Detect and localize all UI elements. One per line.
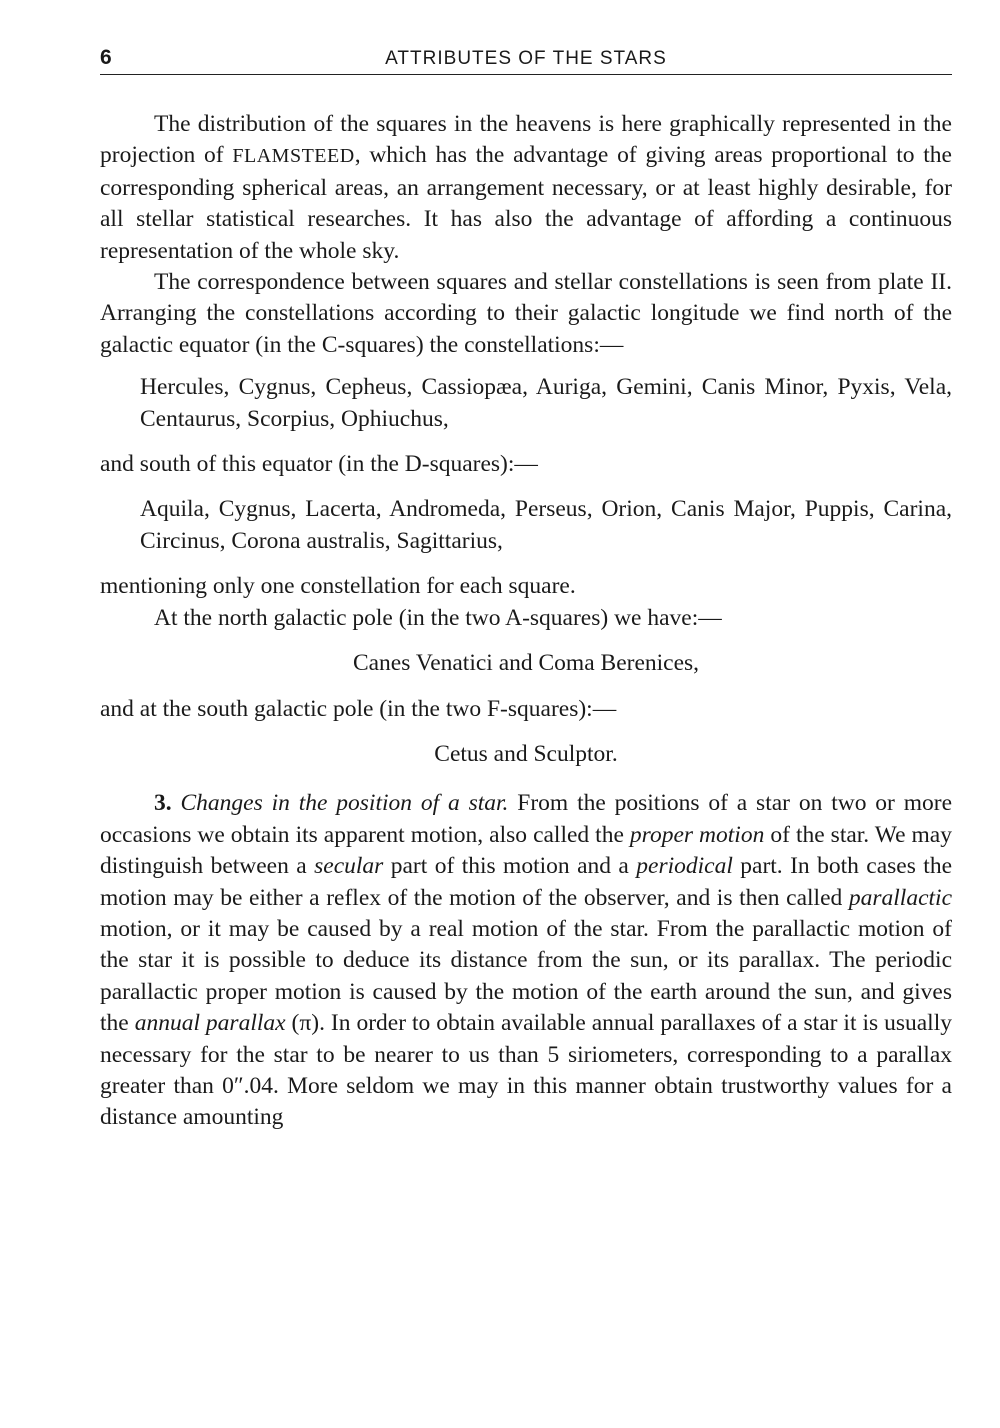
- constellation-list-south: Aquila, Cygnus, Lacerta, Andromeda, Perseus, Orion, Canis Major, Puppis, Carina, Circinus, Corona australis, Sagittarius,: [140, 496, 952, 554]
- mention-line: mentioning only one constellation for each square.: [100, 573, 576, 600]
- section-changes-position: [100, 788, 952, 1133]
- section-text: From the positions of a star on two or more occasions we obtain its apparent motion, also called the: [100, 790, 953, 848]
- running-title: ATTRIBUTES OF THE STARS: [385, 48, 667, 69]
- body-text: [100, 109, 952, 1134]
- term-periodical: periodical: [636, 853, 733, 880]
- page-header: [100, 46, 952, 75]
- constellation-list-north: Hercules, Cygnus, Cepheus, Cassiopæa, Auriga, Gemini, Canis Minor, Pyxis, Vela, Centaurus, Scorpius, Ophiuchus,: [140, 374, 952, 432]
- north-pole-list: Canes Venatici and Coma Berenices,: [352, 650, 700, 677]
- south-pole-list: Cetus and Sculptor.: [434, 740, 618, 767]
- north-pole-intro: At the north galactic pole (in the two A-squares) we have:—: [154, 604, 722, 631]
- section-text: of the star. We may distinguish between a: [100, 821, 952, 880]
- term-proper-motion: proper motion: [629, 821, 765, 848]
- paragraph-text: , which has the advantage of giving areas proportional to the corresponding spherical areas, an arrangement necessary, or at least highly desirable, for all stellar statistical researches. It has also the advantage of affording a continuous representation of the whole sky.: [100, 142, 952, 264]
- term-annual-parallax: annual parallax: [134, 1010, 286, 1037]
- south-pole-intro: and at the south galactic pole (in the two F-squares):—: [100, 695, 617, 722]
- section-number: 3.: [154, 790, 172, 817]
- paragraph-correspondence: The correspondence between squares and stellar constellations is seen from plate II. Arranging the constellations according to their galactic longitude we find north of the galactic equator (in the C-squares) the constellations:—: [100, 269, 952, 358]
- page-number: 6: [100, 46, 112, 69]
- author-name: FLAMSTEED: [232, 145, 355, 168]
- paragraph-text: The distribution of the squares in the heavens is here graphically represented in the projection of: [100, 111, 952, 169]
- south-intro: and south of this equator (in the D-squares):—: [100, 451, 538, 478]
- term-parallactic: parallactic: [848, 884, 952, 911]
- section-text: (π). In order to obtain available annual parallaxes of a star it is usually necessary for the star to be nearer to us than 5 siriometers, corresponding to a parallax greater than 0″.04. More seldom we may in this manner obtain trustworthy values for a distance amounting: [100, 1010, 952, 1131]
- paragraph-projection: [100, 109, 952, 267]
- section-text: motion, or it may be caused by a real motion of the star. From the parallactic motion of the star it is possible to deduce its distance from the sun, or its parallax. The periodic parallactic proper motion is caused by the motion of the earth around the sun, and gives the: [100, 915, 952, 1037]
- section-title: Changes in the position of a star.: [180, 790, 509, 817]
- section-text: part. In both cases the motion may be either a reflex of the motion of the observer, and is then called: [100, 853, 952, 911]
- section-text: part of this motion and a: [383, 853, 637, 880]
- term-secular: secular: [314, 853, 384, 880]
